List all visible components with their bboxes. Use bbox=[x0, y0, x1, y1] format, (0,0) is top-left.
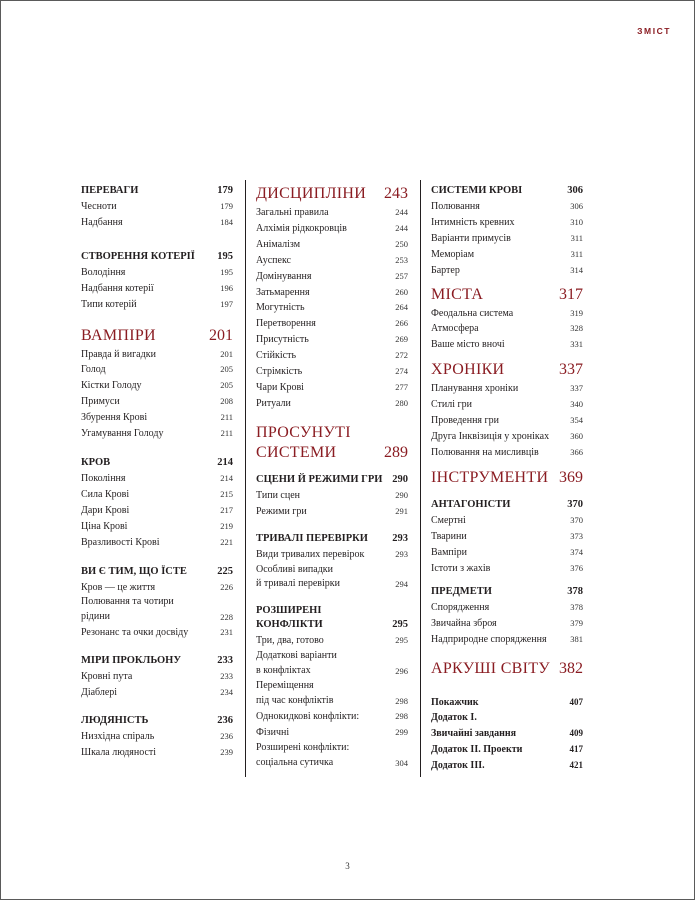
entry-page-number: 407 bbox=[569, 697, 583, 708]
entry-title: Правда й вигадки bbox=[81, 348, 156, 360]
entry-page-number: 228 bbox=[220, 612, 233, 623]
entry-page-number: 277 bbox=[395, 381, 408, 392]
toc-entry[interactable] bbox=[431, 263, 583, 279]
toc-entry[interactable] bbox=[431, 711, 583, 726]
toc-entry[interactable] bbox=[81, 503, 233, 519]
entry-page-number: 231 bbox=[220, 627, 233, 638]
entry-title: Затьмарення bbox=[256, 286, 310, 298]
toc-entry[interactable] bbox=[256, 649, 408, 679]
entry-title: Домінування bbox=[256, 270, 312, 282]
entry-title: Однокидкові конфлікти: bbox=[256, 710, 360, 722]
toc-section-heading[interactable] bbox=[81, 326, 233, 346]
entry-page-number: 366 bbox=[570, 446, 583, 457]
entry-title: Угамування Голоду bbox=[81, 428, 164, 440]
toc-entry[interactable] bbox=[256, 396, 408, 412]
section-page-number: 306 bbox=[567, 185, 583, 196]
entry-page-number: 211 bbox=[220, 412, 233, 423]
entry-page-number: 239 bbox=[220, 746, 233, 757]
toc-entry[interactable] bbox=[256, 269, 408, 285]
toc-section bbox=[431, 468, 583, 488]
entry-page-number: 310 bbox=[570, 216, 583, 227]
entry-page-number: 298 bbox=[395, 710, 408, 721]
section-page-number: 243 bbox=[384, 185, 408, 202]
entry-title: Голод bbox=[81, 364, 106, 376]
entry-title: Смертні bbox=[431, 514, 466, 526]
toc-entry[interactable] bbox=[431, 632, 583, 648]
entry-page-number: 260 bbox=[395, 286, 408, 297]
entry-title: Шкала людяності bbox=[81, 746, 157, 758]
entry-page-number: 226 bbox=[220, 581, 233, 592]
section-title: ЛЮДЯНІСТЬ bbox=[81, 714, 149, 726]
entry-page-number: 257 bbox=[395, 270, 408, 281]
entry-title: Анімалізм bbox=[256, 238, 301, 250]
entry-page-number: 376 bbox=[570, 562, 583, 573]
entry-title: Стилі гри bbox=[431, 399, 472, 411]
entry-page-number: 417 bbox=[569, 743, 583, 754]
toc-section-heading[interactable] bbox=[256, 604, 408, 632]
toc-entry[interactable] bbox=[81, 265, 233, 281]
toc-column-1 bbox=[81, 184, 233, 761]
entry-title: Вампіри bbox=[431, 546, 467, 558]
toc-entry[interactable] bbox=[431, 742, 583, 758]
toc-section bbox=[431, 659, 583, 679]
toc-entry[interactable] bbox=[431, 758, 583, 774]
toc-column-2 bbox=[256, 184, 408, 770]
toc-entry[interactable] bbox=[81, 625, 233, 641]
entry-title: Інтимність кревних bbox=[431, 216, 515, 228]
toc-entry[interactable] bbox=[81, 199, 233, 215]
toc-entry[interactable] bbox=[81, 281, 233, 297]
entry-title: Низхідна спіраль bbox=[81, 730, 155, 742]
toc-entry[interactable] bbox=[81, 471, 233, 487]
section-title: АРКУШІ СВІТУ bbox=[431, 660, 550, 678]
entry-title: Феодальна система bbox=[431, 307, 514, 319]
column-divider-2 bbox=[420, 180, 421, 777]
entry-title: Вразливості Крові bbox=[81, 536, 160, 548]
toc-entry[interactable] bbox=[81, 394, 233, 410]
section-page-number: 289 bbox=[384, 443, 408, 461]
entry-page-number: 311 bbox=[570, 248, 583, 259]
entry-title: Проведення гри bbox=[431, 415, 499, 427]
section-title: ПЕРЕВАГИ bbox=[81, 185, 139, 196]
section-title: ІНСТРУМЕНТИ bbox=[431, 468, 549, 486]
entry-page-number: 340 bbox=[570, 399, 583, 410]
entry-page-number: 269 bbox=[395, 334, 408, 345]
section-title: ТРИВАЛІ ПЕРЕВІРКИ bbox=[256, 532, 368, 544]
toc-entry[interactable] bbox=[431, 337, 583, 353]
entry-page-number: 291 bbox=[395, 505, 408, 516]
toc-entry[interactable] bbox=[431, 306, 583, 322]
entry-title: Ціна Крові bbox=[81, 520, 128, 532]
toc-column-3 bbox=[431, 184, 583, 774]
section-page-number: 290 bbox=[392, 473, 408, 485]
entry-title: Полювання та чотири рідини bbox=[81, 596, 174, 623]
entry-page-number: 250 bbox=[395, 238, 408, 249]
entry-title: Примуси bbox=[81, 396, 120, 408]
toc-entry[interactable] bbox=[256, 380, 408, 396]
section-page-number: 236 bbox=[217, 714, 233, 726]
entry-title: Типи сцен bbox=[256, 489, 300, 501]
entry-title: Режими гри bbox=[256, 505, 307, 517]
toc-section bbox=[256, 423, 408, 463]
toc-entry[interactable] bbox=[256, 348, 408, 364]
toc-entry[interactable] bbox=[256, 709, 408, 725]
toc-section-heading[interactable] bbox=[81, 565, 233, 579]
section-title: СТВОРЕННЯ КОТЕРІЇ bbox=[81, 250, 195, 262]
entry-page-number: 304 bbox=[395, 757, 408, 768]
entry-page-number: 244 bbox=[395, 207, 408, 217]
entry-page-number: 179 bbox=[220, 201, 233, 211]
entry-page-number: 354 bbox=[570, 415, 583, 426]
entry-page-number: 197 bbox=[220, 298, 233, 309]
toc-entry[interactable] bbox=[256, 237, 408, 253]
entry-page-number: 266 bbox=[395, 318, 408, 329]
toc-section bbox=[431, 360, 583, 461]
section-title: ХРОНІКИ bbox=[431, 361, 505, 379]
toc-section-heading[interactable] bbox=[81, 714, 233, 728]
entry-title: Види тривалих перевірок bbox=[256, 548, 365, 560]
entry-title: Звичайні завдання bbox=[431, 727, 517, 739]
toc-section bbox=[431, 498, 583, 577]
entry-page-number: 234 bbox=[220, 687, 233, 698]
entry-title: Чари Крові bbox=[256, 381, 304, 393]
entry-title: Друга Інквізиція у хроніках bbox=[431, 430, 550, 442]
toc-section bbox=[256, 184, 408, 412]
entry-title: Розширені конфлікти: соціальна сутичка bbox=[256, 741, 350, 768]
toc-entry[interactable] bbox=[256, 221, 408, 237]
toc-section bbox=[81, 654, 233, 701]
entry-page-number: 201 bbox=[220, 348, 233, 359]
toc-entry[interactable] bbox=[431, 513, 583, 529]
toc-entry[interactable] bbox=[81, 297, 233, 313]
entry-title: Додаток ІІІ. bbox=[431, 759, 485, 771]
section-title: ДИСЦИПЛІНИ bbox=[256, 185, 367, 202]
toc-entry[interactable] bbox=[81, 378, 233, 394]
entry-title: Резонанс та очки досвіду bbox=[81, 627, 189, 639]
entry-page-number: 253 bbox=[395, 254, 408, 265]
toc-section-heading[interactable] bbox=[81, 250, 233, 264]
toc-entry[interactable] bbox=[431, 199, 583, 215]
entry-page-number: 299 bbox=[395, 726, 408, 737]
toc-entry[interactable] bbox=[256, 725, 408, 741]
toc-entry[interactable] bbox=[256, 741, 408, 771]
toc-entry[interactable] bbox=[431, 429, 583, 445]
toc-entry[interactable] bbox=[81, 410, 233, 426]
toc-section bbox=[431, 184, 583, 279]
entry-page-number: 214 bbox=[220, 472, 233, 483]
toc-entry[interactable] bbox=[431, 215, 583, 231]
section-page-number: 337 bbox=[559, 361, 583, 379]
toc-entry[interactable] bbox=[431, 397, 583, 413]
toc-entry[interactable] bbox=[431, 600, 583, 616]
toc-section-heading[interactable] bbox=[256, 532, 408, 546]
toc-section bbox=[256, 532, 408, 593]
entry-title: Варіанти примусів bbox=[431, 232, 511, 244]
entry-page-number: 219 bbox=[220, 520, 233, 531]
section-page-number: 317 bbox=[559, 285, 583, 303]
toc-entry[interactable] bbox=[256, 504, 408, 520]
section-title: СИСТЕМИ КРОВІ bbox=[431, 185, 523, 196]
entry-page-number: 328 bbox=[570, 323, 583, 334]
entry-title: Покажчик bbox=[431, 697, 479, 709]
entry-page-number: 293 bbox=[395, 548, 408, 559]
column-divider-1 bbox=[245, 180, 246, 777]
entry-page-number: 373 bbox=[570, 530, 583, 541]
entry-title: Три, два, готово bbox=[256, 635, 324, 647]
entry-page-number: 296 bbox=[395, 666, 408, 677]
entry-title: Фізичні bbox=[256, 726, 290, 738]
toc-entry[interactable] bbox=[256, 488, 408, 504]
toc-entry[interactable] bbox=[431, 231, 583, 247]
entry-page-number: 280 bbox=[395, 397, 408, 408]
toc-entry[interactable] bbox=[81, 215, 233, 231]
toc-entry[interactable] bbox=[431, 616, 583, 632]
section-page-number: 378 bbox=[567, 586, 583, 598]
toc-entry[interactable] bbox=[81, 745, 233, 761]
toc-entry[interactable] bbox=[431, 726, 583, 742]
toc-section-heading[interactable] bbox=[256, 473, 408, 487]
section-page-number: 295 bbox=[392, 619, 408, 631]
entry-title: Володіння bbox=[81, 266, 126, 278]
section-title: ВАМПІРИ bbox=[81, 326, 156, 344]
entry-page-number: 379 bbox=[570, 618, 583, 629]
toc-section bbox=[81, 714, 233, 761]
entry-title: Полювання bbox=[431, 201, 480, 212]
toc-section bbox=[431, 585, 583, 648]
entry-title: Істоти з жахів bbox=[431, 562, 491, 574]
page-number: 3 bbox=[345, 861, 350, 871]
toc-entry[interactable] bbox=[81, 426, 233, 442]
section-title: ПРЕДМЕТИ bbox=[431, 586, 492, 598]
entry-title: Переміщення під час конфліктів bbox=[256, 680, 334, 706]
entry-page-number: 244 bbox=[395, 222, 408, 233]
toc-entry[interactable] bbox=[81, 362, 233, 378]
entry-page-number: 217 bbox=[220, 504, 233, 515]
entry-title: Меморіам bbox=[431, 248, 475, 260]
entry-page-number: 378 bbox=[570, 602, 583, 613]
entry-title: Ауспекс bbox=[256, 254, 291, 266]
entry-title: Надбання bbox=[81, 216, 123, 228]
section-page-number: 179 bbox=[217, 185, 233, 196]
toc-section-heading[interactable] bbox=[81, 654, 233, 668]
section-page-number: 369 bbox=[559, 468, 583, 486]
toc-section-heading[interactable] bbox=[431, 285, 583, 305]
section-title: РОЗШИРЕНІ КОНФЛІКТИ bbox=[256, 605, 323, 631]
entry-title: Бартер bbox=[431, 264, 460, 276]
toc-entry[interactable] bbox=[256, 679, 408, 709]
toc-section-heading[interactable] bbox=[431, 360, 583, 380]
entry-page-number: 208 bbox=[220, 396, 233, 407]
section-title: МІРИ ПРОКЛЬОНУ bbox=[81, 655, 182, 667]
entry-title: Кров — це життя bbox=[81, 581, 156, 593]
entry-page-number: 211 bbox=[220, 428, 233, 439]
toc-entry[interactable] bbox=[256, 300, 408, 316]
entry-title: Дари Крові bbox=[81, 504, 130, 516]
entry-title: Звичайна зброя bbox=[431, 618, 497, 630]
toc-entry[interactable] bbox=[81, 519, 233, 535]
entry-page-number: 184 bbox=[220, 216, 233, 227]
entry-title: Кровні пута bbox=[81, 671, 133, 683]
entry-page-number: 331 bbox=[570, 339, 583, 350]
toc-entry[interactable] bbox=[256, 316, 408, 332]
entry-page-number: 272 bbox=[395, 350, 408, 361]
toc-section bbox=[81, 565, 233, 642]
toc-section bbox=[431, 285, 583, 354]
section-title: МІСТА bbox=[431, 285, 484, 303]
toc-entry[interactable] bbox=[431, 445, 583, 461]
entry-page-number: 294 bbox=[395, 579, 408, 590]
entry-page-number: 295 bbox=[395, 635, 408, 646]
entry-page-number: 337 bbox=[570, 383, 583, 394]
entry-title: Додаток ІІ. Проекти bbox=[431, 743, 523, 755]
entry-title: Полювання на мисливців bbox=[431, 446, 539, 458]
entry-page-number: 374 bbox=[570, 546, 583, 557]
toc-entry[interactable] bbox=[256, 563, 408, 593]
entry-title: Типи котерій bbox=[81, 298, 137, 310]
toc-section bbox=[81, 456, 233, 551]
section-title: ВИ Є ТИМ, ЩО ЇСТЕ bbox=[81, 565, 187, 577]
section-title: КРОВ bbox=[81, 456, 111, 468]
toc-entry[interactable] bbox=[431, 247, 583, 263]
entry-page-number: 421 bbox=[569, 759, 583, 770]
toc-entry[interactable] bbox=[81, 347, 233, 363]
entry-title: Покоління bbox=[81, 472, 126, 484]
toc-entry[interactable] bbox=[256, 285, 408, 301]
section-title: ПРОСУНУТІ СИСТЕМИ bbox=[256, 423, 351, 461]
toc-entry[interactable] bbox=[256, 364, 408, 380]
entry-title: Надприродне спорядження bbox=[431, 634, 547, 646]
entry-title: Надбання котерії bbox=[81, 282, 154, 294]
entry-title: Тварини bbox=[431, 530, 467, 542]
toc-entry[interactable] bbox=[256, 205, 408, 221]
entry-page-number: 298 bbox=[395, 695, 408, 706]
entry-title: Ваше місто вночі bbox=[431, 339, 505, 351]
toc-section bbox=[256, 604, 408, 770]
entry-title: Збурення Крові bbox=[81, 412, 148, 424]
toc-entry[interactable] bbox=[431, 695, 583, 711]
entry-title: Планування хроніки bbox=[431, 383, 519, 395]
entry-page-number: 381 bbox=[570, 634, 583, 645]
entry-page-number: 233 bbox=[220, 671, 233, 682]
section-title: СЦЕНИ Й РЕЖИМИ ГРИ bbox=[256, 473, 383, 485]
toc-entry[interactable] bbox=[431, 561, 583, 577]
entry-title: Загальні правила bbox=[256, 207, 329, 218]
toc-entry[interactable] bbox=[431, 321, 583, 337]
entry-page-number: 205 bbox=[220, 380, 233, 391]
entry-page-number: 314 bbox=[570, 264, 583, 275]
entry-page-number: 360 bbox=[570, 430, 583, 441]
toc-entry[interactable] bbox=[81, 669, 233, 685]
section-page-number: 370 bbox=[567, 498, 583, 510]
toc-section-heading[interactable] bbox=[81, 456, 233, 470]
toc-entry[interactable] bbox=[81, 580, 233, 596]
entry-title: Перетворення bbox=[256, 318, 316, 330]
toc-section-heading[interactable] bbox=[431, 659, 583, 679]
toc-entry[interactable] bbox=[81, 729, 233, 745]
toc-entry[interactable] bbox=[256, 633, 408, 649]
toc-section bbox=[431, 695, 583, 774]
entry-page-number: 274 bbox=[395, 366, 408, 377]
entry-title: Сила Крові bbox=[81, 488, 130, 500]
toc-entry[interactable] bbox=[431, 381, 583, 397]
entry-page-number: 319 bbox=[570, 307, 583, 318]
toc-section-heading[interactable] bbox=[431, 498, 583, 512]
entry-page-number: 205 bbox=[220, 364, 233, 375]
entry-title: Стрімкість bbox=[256, 366, 303, 378]
entry-page-number: 215 bbox=[220, 488, 233, 499]
running-header: ЗМІСТ bbox=[637, 26, 671, 36]
toc-entry[interactable] bbox=[81, 487, 233, 503]
entry-title: Додаток І. bbox=[431, 712, 477, 724]
entry-title: Могутність bbox=[256, 302, 305, 314]
entry-title: Спорядження bbox=[431, 602, 490, 614]
section-page-number: 225 bbox=[217, 565, 233, 577]
section-page-number: 195 bbox=[217, 250, 233, 262]
toc-section-heading[interactable] bbox=[81, 184, 233, 198]
toc-entry[interactable] bbox=[431, 413, 583, 429]
section-page-number: 382 bbox=[559, 660, 583, 678]
toc-entry[interactable] bbox=[81, 685, 233, 701]
toc-section bbox=[256, 473, 408, 520]
entry-title: Кістки Голоду bbox=[81, 380, 142, 392]
entry-page-number: 409 bbox=[569, 727, 583, 738]
section-title: АНТАГОНІСТИ bbox=[431, 498, 511, 510]
toc-entry[interactable] bbox=[431, 529, 583, 545]
toc-section bbox=[81, 326, 233, 442]
toc-section-heading[interactable] bbox=[431, 184, 583, 198]
entry-page-number: 195 bbox=[220, 266, 233, 277]
section-page-number: 214 bbox=[217, 456, 233, 468]
toc-entry[interactable] bbox=[256, 253, 408, 269]
entry-title: Діаблері bbox=[81, 687, 118, 699]
toc-entry[interactable] bbox=[256, 332, 408, 348]
toc-entry[interactable] bbox=[256, 547, 408, 563]
toc-entry[interactable] bbox=[81, 595, 233, 625]
section-page-number: 293 bbox=[392, 532, 408, 544]
toc-entry[interactable] bbox=[81, 535, 233, 551]
toc-section-heading[interactable] bbox=[256, 423, 408, 463]
entry-page-number: 264 bbox=[395, 302, 408, 313]
entry-title: Чесноти bbox=[81, 201, 117, 212]
entry-title: Особливі випадки й тривалі перевірки bbox=[256, 563, 341, 590]
entry-title: Стійкість bbox=[256, 350, 297, 362]
toc-section bbox=[81, 250, 233, 313]
entry-title: Додаткові варіанти в конфліктах bbox=[256, 650, 337, 677]
entry-title: Атмосфера bbox=[431, 323, 479, 335]
entry-page-number: 306 bbox=[570, 201, 583, 211]
entry-page-number: 221 bbox=[220, 536, 233, 547]
toc-section-heading[interactable] bbox=[431, 585, 583, 599]
entry-page-number: 370 bbox=[570, 514, 583, 525]
entry-title: Ритуали bbox=[256, 397, 291, 409]
toc-section-heading[interactable] bbox=[256, 184, 408, 204]
entry-page-number: 236 bbox=[220, 730, 233, 741]
entry-page-number: 290 bbox=[395, 489, 408, 500]
section-page-number: 233 bbox=[217, 655, 233, 667]
entry-page-number: 311 bbox=[570, 232, 583, 243]
entry-page-number: 196 bbox=[220, 282, 233, 293]
toc-entry[interactable] bbox=[431, 545, 583, 561]
section-page-number: 201 bbox=[209, 326, 233, 344]
toc-section bbox=[81, 184, 233, 231]
toc-section-heading[interactable] bbox=[431, 468, 583, 488]
entry-title: Алхімія рідкокровців bbox=[256, 222, 347, 234]
entry-title: Присутність bbox=[256, 334, 309, 346]
